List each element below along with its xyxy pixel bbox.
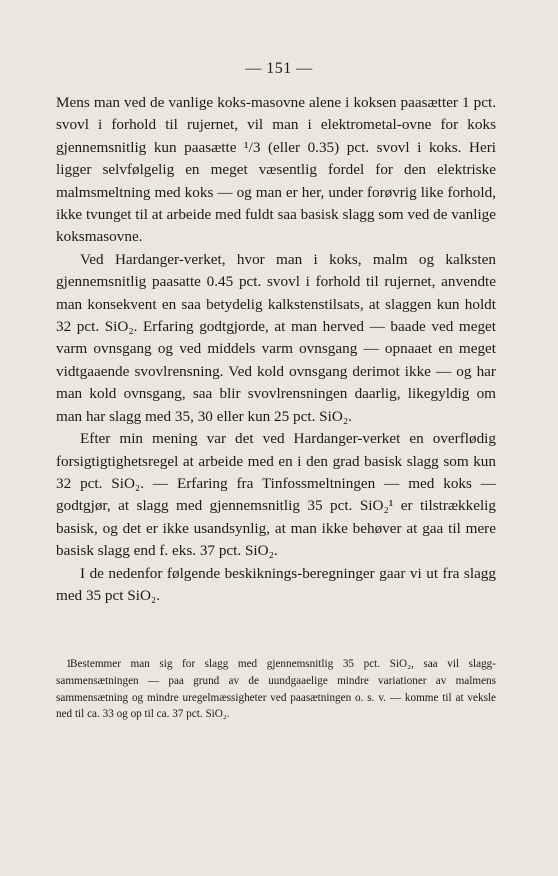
footnote-text: Bestemmer man sig for slagg med gjennemsnitlig 35 pct. SiO₂, saa vil slagg-sammensætningen — paa grund av de uundgaaelige mindre variationer av malmens sammensætning og mindre uregelmæssigheter ved paasætningen o. s. v. — komme til at veksle ned til ca. 33 og op til ca. 37 pct. SiO₂. <box>56 658 496 721</box>
paragraph-3: Efter min mening var det ved Hardanger-verket en overflødig forsigtigtighetsregel at arbeide med en i den grad basisk slagg som kun 32 pct. SiO₂. — Erfaring fra Tinfossmeltningen — med koks — godtgjør, at slagg med gjennemsnitlig 35 pct. SiO₂¹ er tilstrækkelig basisk, og det er ikke usandsynlig, at man ikke behøver at gaa til mere basisk slagg end f. eks. 37 pct. SiO₂. <box>56 430 496 560</box>
paragraph-1: Mens man ved de vanlige koks-masovne alene i koksen paasætter 1 pct. svovl i forhold til rujernet, vil man i elektrometal-ovne for koks gjennemsnitlig kun paasætte ¹/3 (eller 0.35) pct. svovl i koks. Heri ligger selvfølgelig en meget væsentlig fordel for den elektriske malmsmeltning med koks — og man er her, under forøvrig like forhold, ikke tvunget til at arbeide med fuldt saa basisk slagg som ved de vanlige koksmasovne. <box>56 94 496 246</box>
footnote <box>56 656 496 723</box>
footnote-paragraph <box>56 656 496 723</box>
page-number: — 151 — <box>245 60 313 77</box>
main-text <box>56 92 496 607</box>
footnote-mark: 1 <box>66 658 72 670</box>
paragraph-2: Ved Hardanger-verket, hvor man i koks, malm og kalksten gjennemsnitlig paasatte 0.45 pct. svovl i forhold til rujernet, anvendte man konsekvent en saa betydelig kalkstenstilsats, at slaggen kun holdt 32 pct. SiO₂. Erfaring godtgjorde, at man herved — baade ved meget varm ovnsgang og ved middels varm ovnsgang — opnaaet en meget vidtgaaende svovlrensning. Ved kold ovnsgang derimot ikke — og har man kold ovnsgang, saa blir svovlrensningen daarlig, likegyldig om man har slagg med 35, 30 eller kun 25 pct. SiO₂. <box>56 250 496 425</box>
paragraph-4: I de nedenfor følgende beskiknings-beregninger gaar vi ut fra slagg med 35 pct SiO₂. <box>56 564 496 604</box>
